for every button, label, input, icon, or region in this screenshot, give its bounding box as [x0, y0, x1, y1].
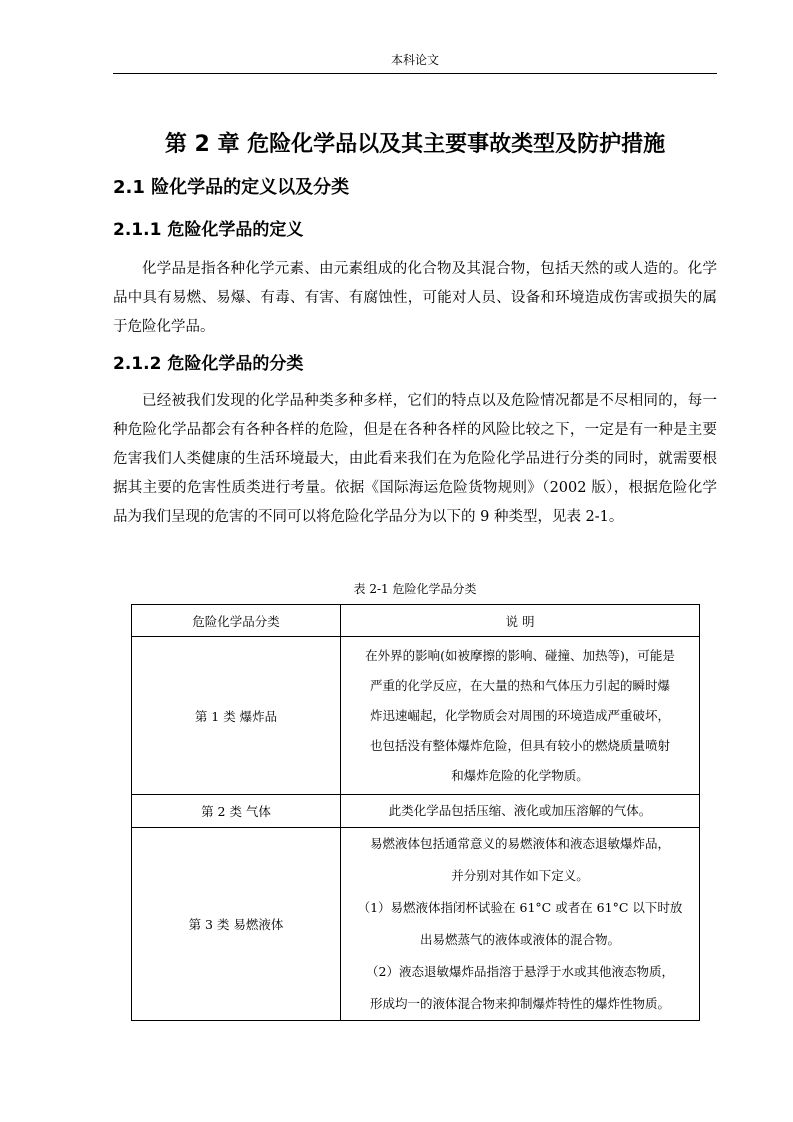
description-cell	[341, 828, 700, 1021]
hazard-classification-table	[131, 604, 700, 1021]
category-cell: 第 3 类 易燃液体	[132, 828, 341, 1021]
description-line: 出易燃蒸气的液体或液体的混合物。	[419, 932, 620, 947]
description-cell	[341, 637, 700, 795]
table-row	[132, 795, 700, 828]
description-line: 炸迅速崛起，化学物质会对周围的环境造成严重破坏，	[369, 707, 670, 723]
description-line: 此类化学品包括压缩、液化或加压溶解的气体。	[388, 803, 652, 818]
chapter-title: 第 2 章 危险化学品以及其主要事故类型及防护措施	[164, 132, 666, 157]
description-line: 严重的化学反应，在大量的热和气体压力引起的瞬时爆	[369, 677, 670, 693]
table-header-row	[132, 605, 700, 637]
header-cell-description: 说 明	[341, 605, 700, 637]
description-line: 易燃液体包括通常意义的易燃液体和液态退敏爆炸品，	[369, 836, 670, 851]
description-line: 在外界的影响(如被摩擦的影响、碰撞、加热等)，可能是	[365, 647, 675, 663]
paragraph-definition: 化学品是指各种化学元素、由元素组成的化合物及其混合物，包括天然的或人造的。化学品中具有易燃、易爆、有毒、有害、有腐蚀性，可能对人员、设备和环境造成伤害或损失的属于危险化学品。	[113, 261, 717, 335]
description-line: 也包括没有整体爆炸危险，但具有较小的燃烧质量喷射	[369, 737, 670, 753]
description-line: （2）液态退敏爆炸品指溶于悬浮于水或其他液态物质，	[366, 964, 674, 979]
description-line: 并分别对其作如下定义。	[451, 868, 589, 883]
description-line: 形成均一的液体混合物来抑制爆炸特性的爆炸性物质。	[369, 996, 670, 1011]
paragraph-classification: 已经被我们发现的化学品种类多种多样，它们的特点以及危险情况都是不尽相同的，每一种危险化学品都会有各种各样的危险，但是在各种各样的风险比较之下，一定是有一种是主要危害我们人类健康的生活环境最大，由此看来我们在为危险化学品进行分类的同时，就需要根据其主要的危害性质类进行考量。依据《国际海运危险货物规则》（2002 版），根据危险化学品为我们呈现的危害的不同可以将危险化学品分为以下的 9 种类型，见表 2-1。	[113, 393, 717, 525]
category-cell: 第 2 类 气体	[132, 795, 341, 828]
section-title-2-1: 2.1 险化学品的定义以及分类	[113, 177, 350, 198]
table-caption: 表 2-1 危险化学品分类	[353, 582, 477, 596]
description-cell	[341, 795, 700, 828]
category-cell: 第 1 类 爆炸品	[132, 637, 341, 795]
subsection-title-2-1-1: 2.1.1 危险化学品的定义	[113, 220, 304, 240]
description-line: （1）易燃液体指闭杯试验在 61°C 或者在 61°C 以下时放	[357, 900, 683, 915]
subsection-title-2-1-2: 2.1.2 危险化学品的分类	[113, 354, 304, 374]
header-cell-category: 危险化学品分类	[132, 605, 341, 637]
header-divider	[113, 73, 717, 74]
table-row	[132, 637, 700, 795]
description-line: 和爆炸危险的化学物质。	[451, 767, 589, 783]
page-header: 本科论文	[390, 53, 439, 67]
table-row	[132, 828, 700, 1021]
